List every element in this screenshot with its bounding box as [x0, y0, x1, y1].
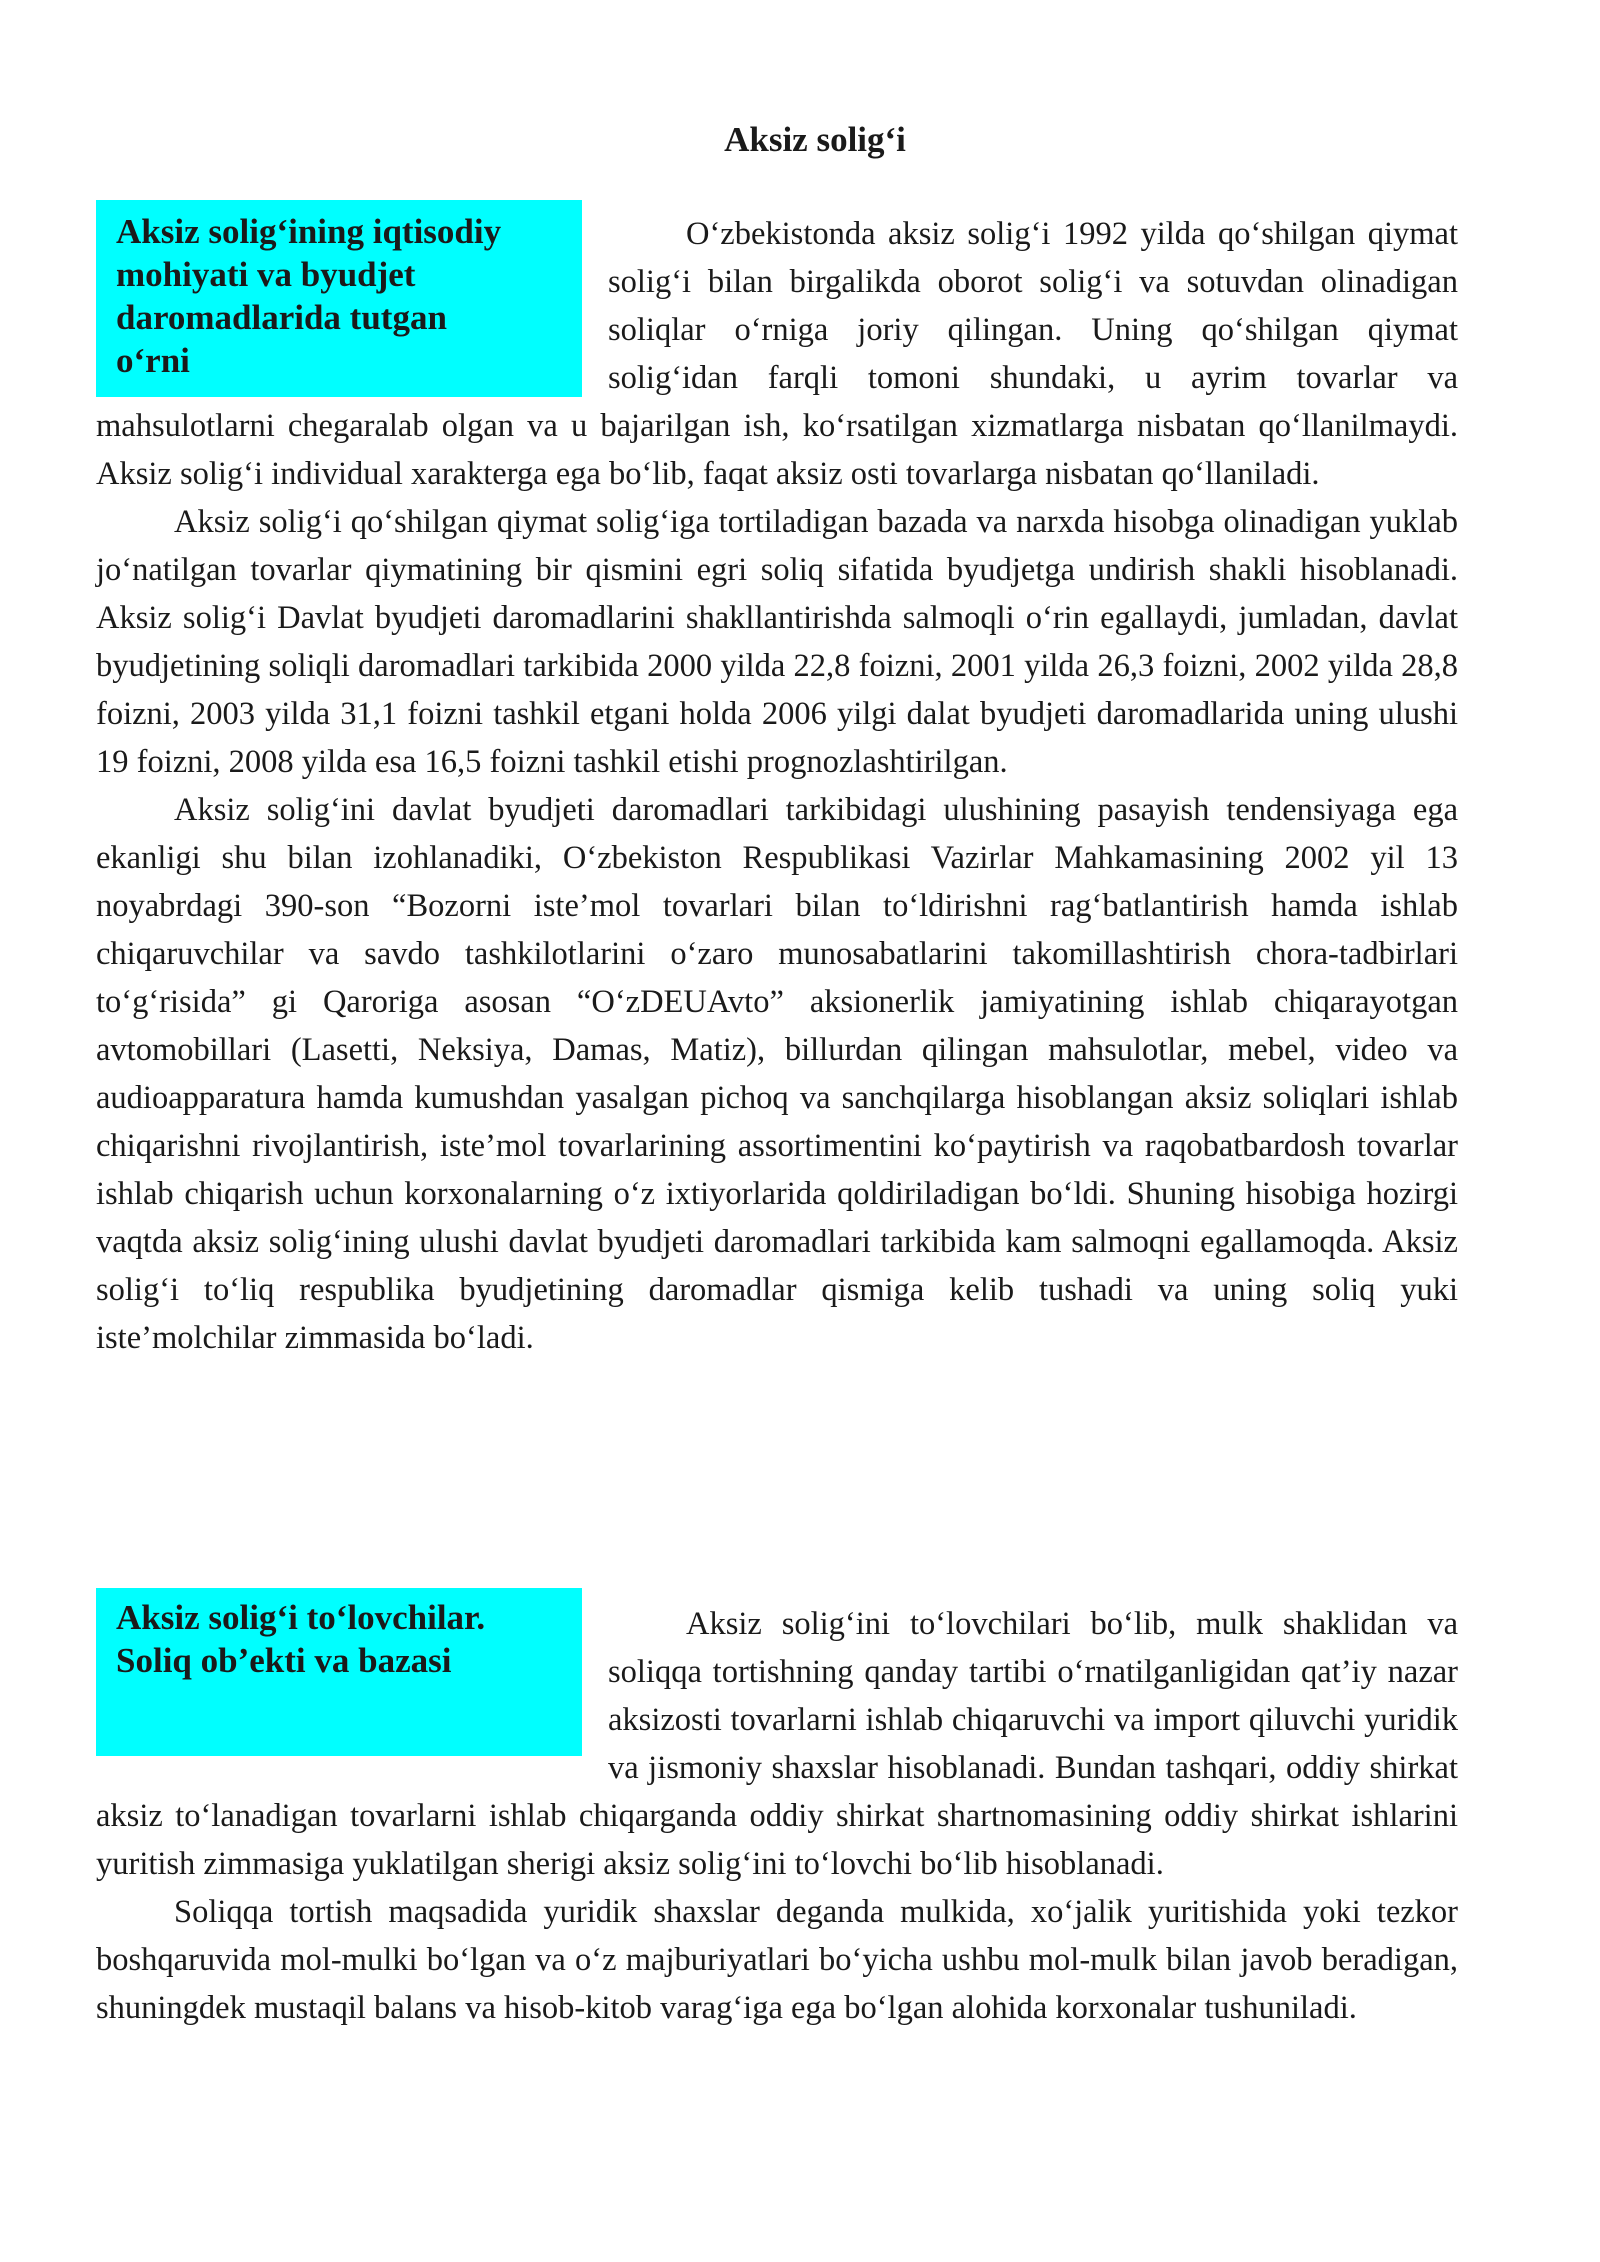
- section-economic-essence: [96, 210, 1458, 1362]
- paragraph: Soliqqa tortish maqsadida yuridik shaxslar deganda mulkida, xo‘jalik yuritishida yoki tezkor boshqaruvida mol-mulki bo‘lgan va o‘z majburiyatlari bo‘yicha ushbu mol-mulk bilan javob beradigan, shuningdek mustaqil balans va hisob-kitob varag‘iga ega bo‘lgan alohida korxonalar tushuniladi.: [96, 1894, 1458, 2026]
- section-heading-box: [96, 1588, 582, 1756]
- paragraph: Aksiz solig‘ini davlat byudjeti daromadlari tarkibidagi ulushining pasayish tendensiyaga ega ekanligi shu bilan izohlanadiki, O‘zbekiston Respublikasi Vazirlar Mahkamasining 2002 yil 13 noyabrdagi 390-son “Bozorni iste’mol tovarlari bilan to‘ldirishni rag‘batlantirish hamda ishlab chiqaruvchilar va savdo tashkilotlarini o‘zaro munosabatlarini takomillashtirish chora-tadbirlari to‘g‘risida” gi Qaroriga asosan “O‘zDEUAvto” aksionerlik jamiyatining ishlab chiqarayotgan avtomobillari (Lasetti, Neksiya, Damas, Matiz), billurdan qilingan mahsulotlar, mebel, video va audioapparatura hamda kumushdan yasalgan pichoq va sanchqilarga hisoblangan aksiz soliqlari ishlab chiqarishni rivojlantirish, iste’mol tovarlarining assortimentini ko‘paytirish va raqobatbardosh tovarlar ishlab chiqarish uchun korxonalarning o‘z ixtiyorlarida qoldiriladigan bo‘ldi. Shuning hisobiga hozirgi vaqtda aksiz solig‘ining ulushi davlat byudjeti daromadlari tarkibida kam salmoqni egallamoqda. Aksiz solig‘i to‘liq respublika byudjetining daromadlar qismiga kelib tushadi va uning soliq yuki iste’molchilar zimmasida bo‘ladi.: [96, 792, 1458, 1356]
- page-title: Aksiz solig‘i: [724, 120, 906, 159]
- paragraph: Aksiz solig‘i qo‘shilgan qiymat solig‘iga tortiladigan bazada va narxda hisobga olinadigan yuklab jo‘natilgan tovarlar qiymatining bir qismini egri soliq sifatida byudjetga undirish shakli hisoblanadi. Aksiz solig‘i Davlat byudjeti daromadlarini shakllantirishda salmoqli o‘rin egallaydi, jumladan, davlat byudjetining soliqli daromadlari tarkibida 2000 yilda 22,8 foizni, 2001 yilda 26,3 foizni, 2002 yilda 28,8 foizni, 2003 yilda 31,1 foizni tashkil etgani holda 2006 yilgi dalat byudjeti daromadlarida uning ulushi 19 foizni, 2008 yilda esa 16,5 foizni tashkil etishi prognozlashtirilgan.: [96, 504, 1458, 780]
- paragraph: O‘zbekistonda aksiz solig‘i 1992 yilda qo‘shilgan qiymat solig‘i bilan birgalikda oborot solig‘i va sotuvdan olinadigan soliqlar o‘rniga joriy qilingan. Uning qo‘shilgan qiymat solig‘idan farqli tomoni shundaki, u ayrim tovarlar va mahsulotlarni chegaralab olgan va u bajarilgan ish, ko‘rsatilgan xizmatlarga nisbatan qo‘llanilmaydi. Aksiz solig‘i individual xarakterga ega bo‘lib, faqat aksiz osti tovarlarga nisbatan qo‘llaniladi.: [96, 216, 1458, 492]
- section-heading: Aksiz solig‘i to‘lovchilar. Soliq ob’ekti va bazasi: [116, 1598, 486, 1680]
- section-taxpayers: [96, 1600, 1458, 2032]
- section-heading-box: [96, 200, 582, 397]
- section-heading: Aksiz solig‘ining iqtisodiy mohiyati va byudjet daromadlarida tutgan o‘rni: [116, 212, 502, 380]
- paragraph: Aksiz solig‘ini to‘lovchilari bo‘lib, mulk shaklidan va soliqqa tortishning qanday tartibi o‘rnatilganligidan qat’iy nazar aksizosti tovarlarni ishlab chiqaruvchi va import qiluvchi yuridik va jismoniy shaxslar hisoblanadi. Bundan tashqari, oddiy shirkat aksiz to‘lanadigan tovarlarni ishlab chiqarganda oddiy shirkat shartnomasining oddiy shirkat ishlarini yuritish zimmasiga yuklatilgan sherigi aksiz solig‘ini to‘lovchi bo‘lib hisoblanadi.: [96, 1606, 1458, 1882]
